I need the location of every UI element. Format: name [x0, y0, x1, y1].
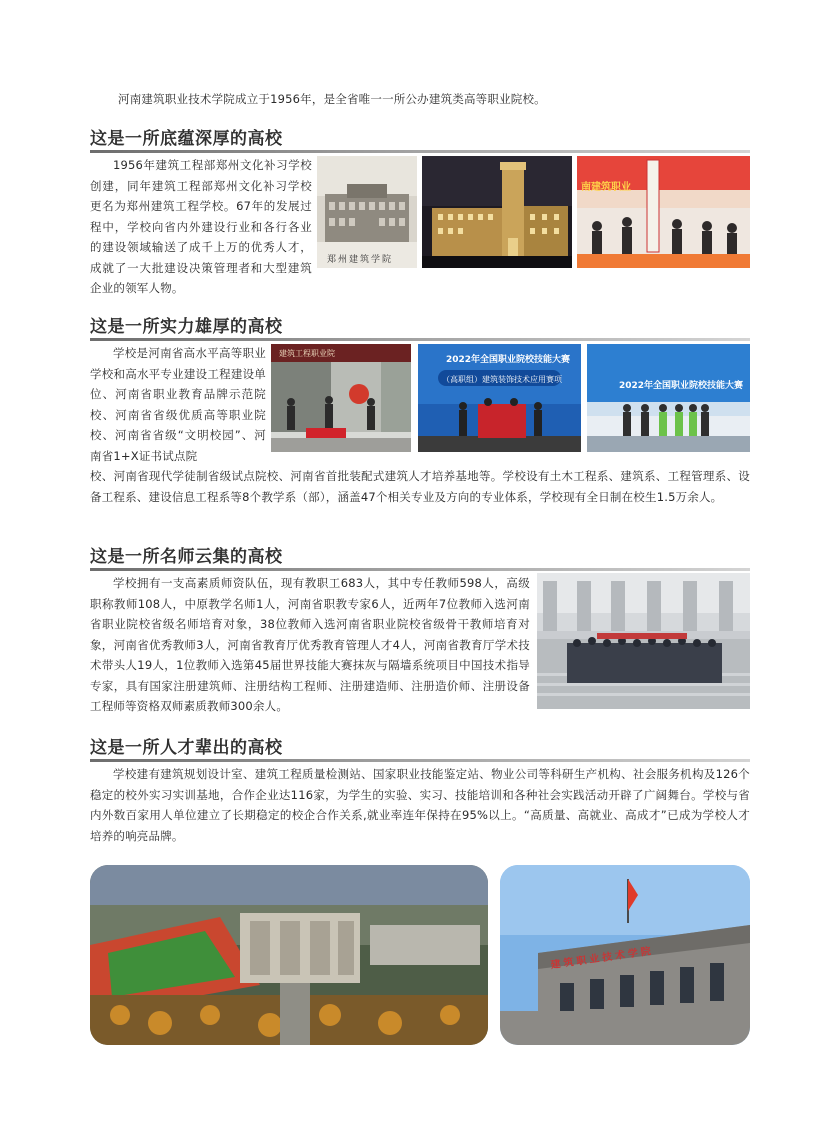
faculty-group-photo	[537, 573, 750, 709]
section-2-heading: 这是一所实力雄厚的高校	[90, 317, 283, 337]
competition-banner-subtitle: （高职组）建筑装饰技术应用赛项	[442, 375, 562, 384]
skills-competition-photo-1	[418, 344, 581, 452]
historic-school-photo	[317, 156, 417, 268]
section-1-rule	[90, 150, 750, 153]
section-2-body-wrap: 学校是河南省高水平高等职业学校和高水平专业建设工程建设单位、河南省职业教育品牌示范院校、河南省省级优质高等职业院校、河南省省级“文明校园”、河南省1+X证书试点院	[90, 346, 266, 463]
ceremony-banner-text: 南建筑职业	[581, 182, 631, 193]
plaque-sign-text: 建筑工程职业院	[279, 349, 335, 358]
plaque-unveiling-photo	[271, 344, 411, 452]
night-building-photo	[422, 156, 572, 268]
building-sign-text: 建筑职业技术学院	[550, 945, 655, 972]
section-3-rule	[90, 568, 750, 571]
building-flag-photo	[500, 865, 750, 1045]
campus-aerial-photo	[90, 865, 488, 1045]
section-4-body: 学校建有建筑规划设计室、建筑工程质量检测站、国家职业技能鉴定站、物业公司等科研生产机构、社会服务机构及126个稳定的校外实习实训基地，合作企业达116家，为学生的实验、实习、技能培训和各种社会实践活动开辟了广阔舞台。学校与省内外数百家用人单位建立了长期稳定的校企合作关系,就业率连年保持在95%以上。“高质量、高就业、高成才”已成为学校人才培养的响亮品牌。	[90, 767, 750, 843]
section-2-rule	[90, 338, 750, 341]
section-1-body: 1956年建筑工程部郑州文化补习学校创建，同年建筑工程部郑州文化补习学校更名为郑州建筑工程学校。67年的发展过程中，学校向省内外建设行业和各行各业的建设领域输送了成千上万的优秀人才，成就了一大批建设决策管理者和大型建筑企业的领军人物。	[90, 158, 312, 295]
intro-text: 河南建筑职业技术学院成立于1956年，是全省唯一一所公办建筑类高等职业院校。	[118, 92, 546, 106]
skills-competition-photo-2	[587, 344, 750, 452]
competition-banner-title-1: 2022年全国职业院校技能大赛	[446, 355, 571, 365]
historic-photo-caption: 郑州建筑学院	[327, 255, 394, 265]
ceremony-photo	[577, 156, 750, 268]
section-3-body: 学校拥有一支高素质师资队伍，现有教职工683人，其中专任教师598人，高级职称教师108人，中原教学名师1人，河南省职教专家6人，近两年7位教师入选河南省职业院校省级名师培育对象，38位教师入选河南省职业院校省级骨干教师培育对象，河南省优秀教师3人，河南省教育厅优秀教育管理人才4人，河南省教育厅学术技术带头人19人，1位教师入选第45届世界技能大赛抹灰与隔墙系统项目中国技术指导专家，具有国家注册建筑师、注册结构工程师、注册建造师、注册造价师、注册设备工程师等资格双师素质教师300余人。	[90, 576, 530, 713]
competition-banner-title-2: 2022年全国职业院校技能大赛	[619, 381, 744, 391]
section-1-heading: 这是一所底蕴深厚的高校	[90, 129, 283, 149]
section-2-body-full: 校、河南省现代学徒制省级试点院校、河南省首批装配式建筑人才培养基地等。学校设有土木工程系、建筑系、工程管理系、设备工程系、建设信息工程系等8个教学系（部），涵盖47个相关专业及方向的专业体系，学校现有全日制在校生1.5万余人。	[90, 469, 750, 504]
section-3-heading: 这是一所名师云集的高校	[90, 547, 283, 567]
section-4-rule	[90, 759, 750, 762]
section-4-heading: 这是一所人才辈出的高校	[90, 738, 283, 758]
